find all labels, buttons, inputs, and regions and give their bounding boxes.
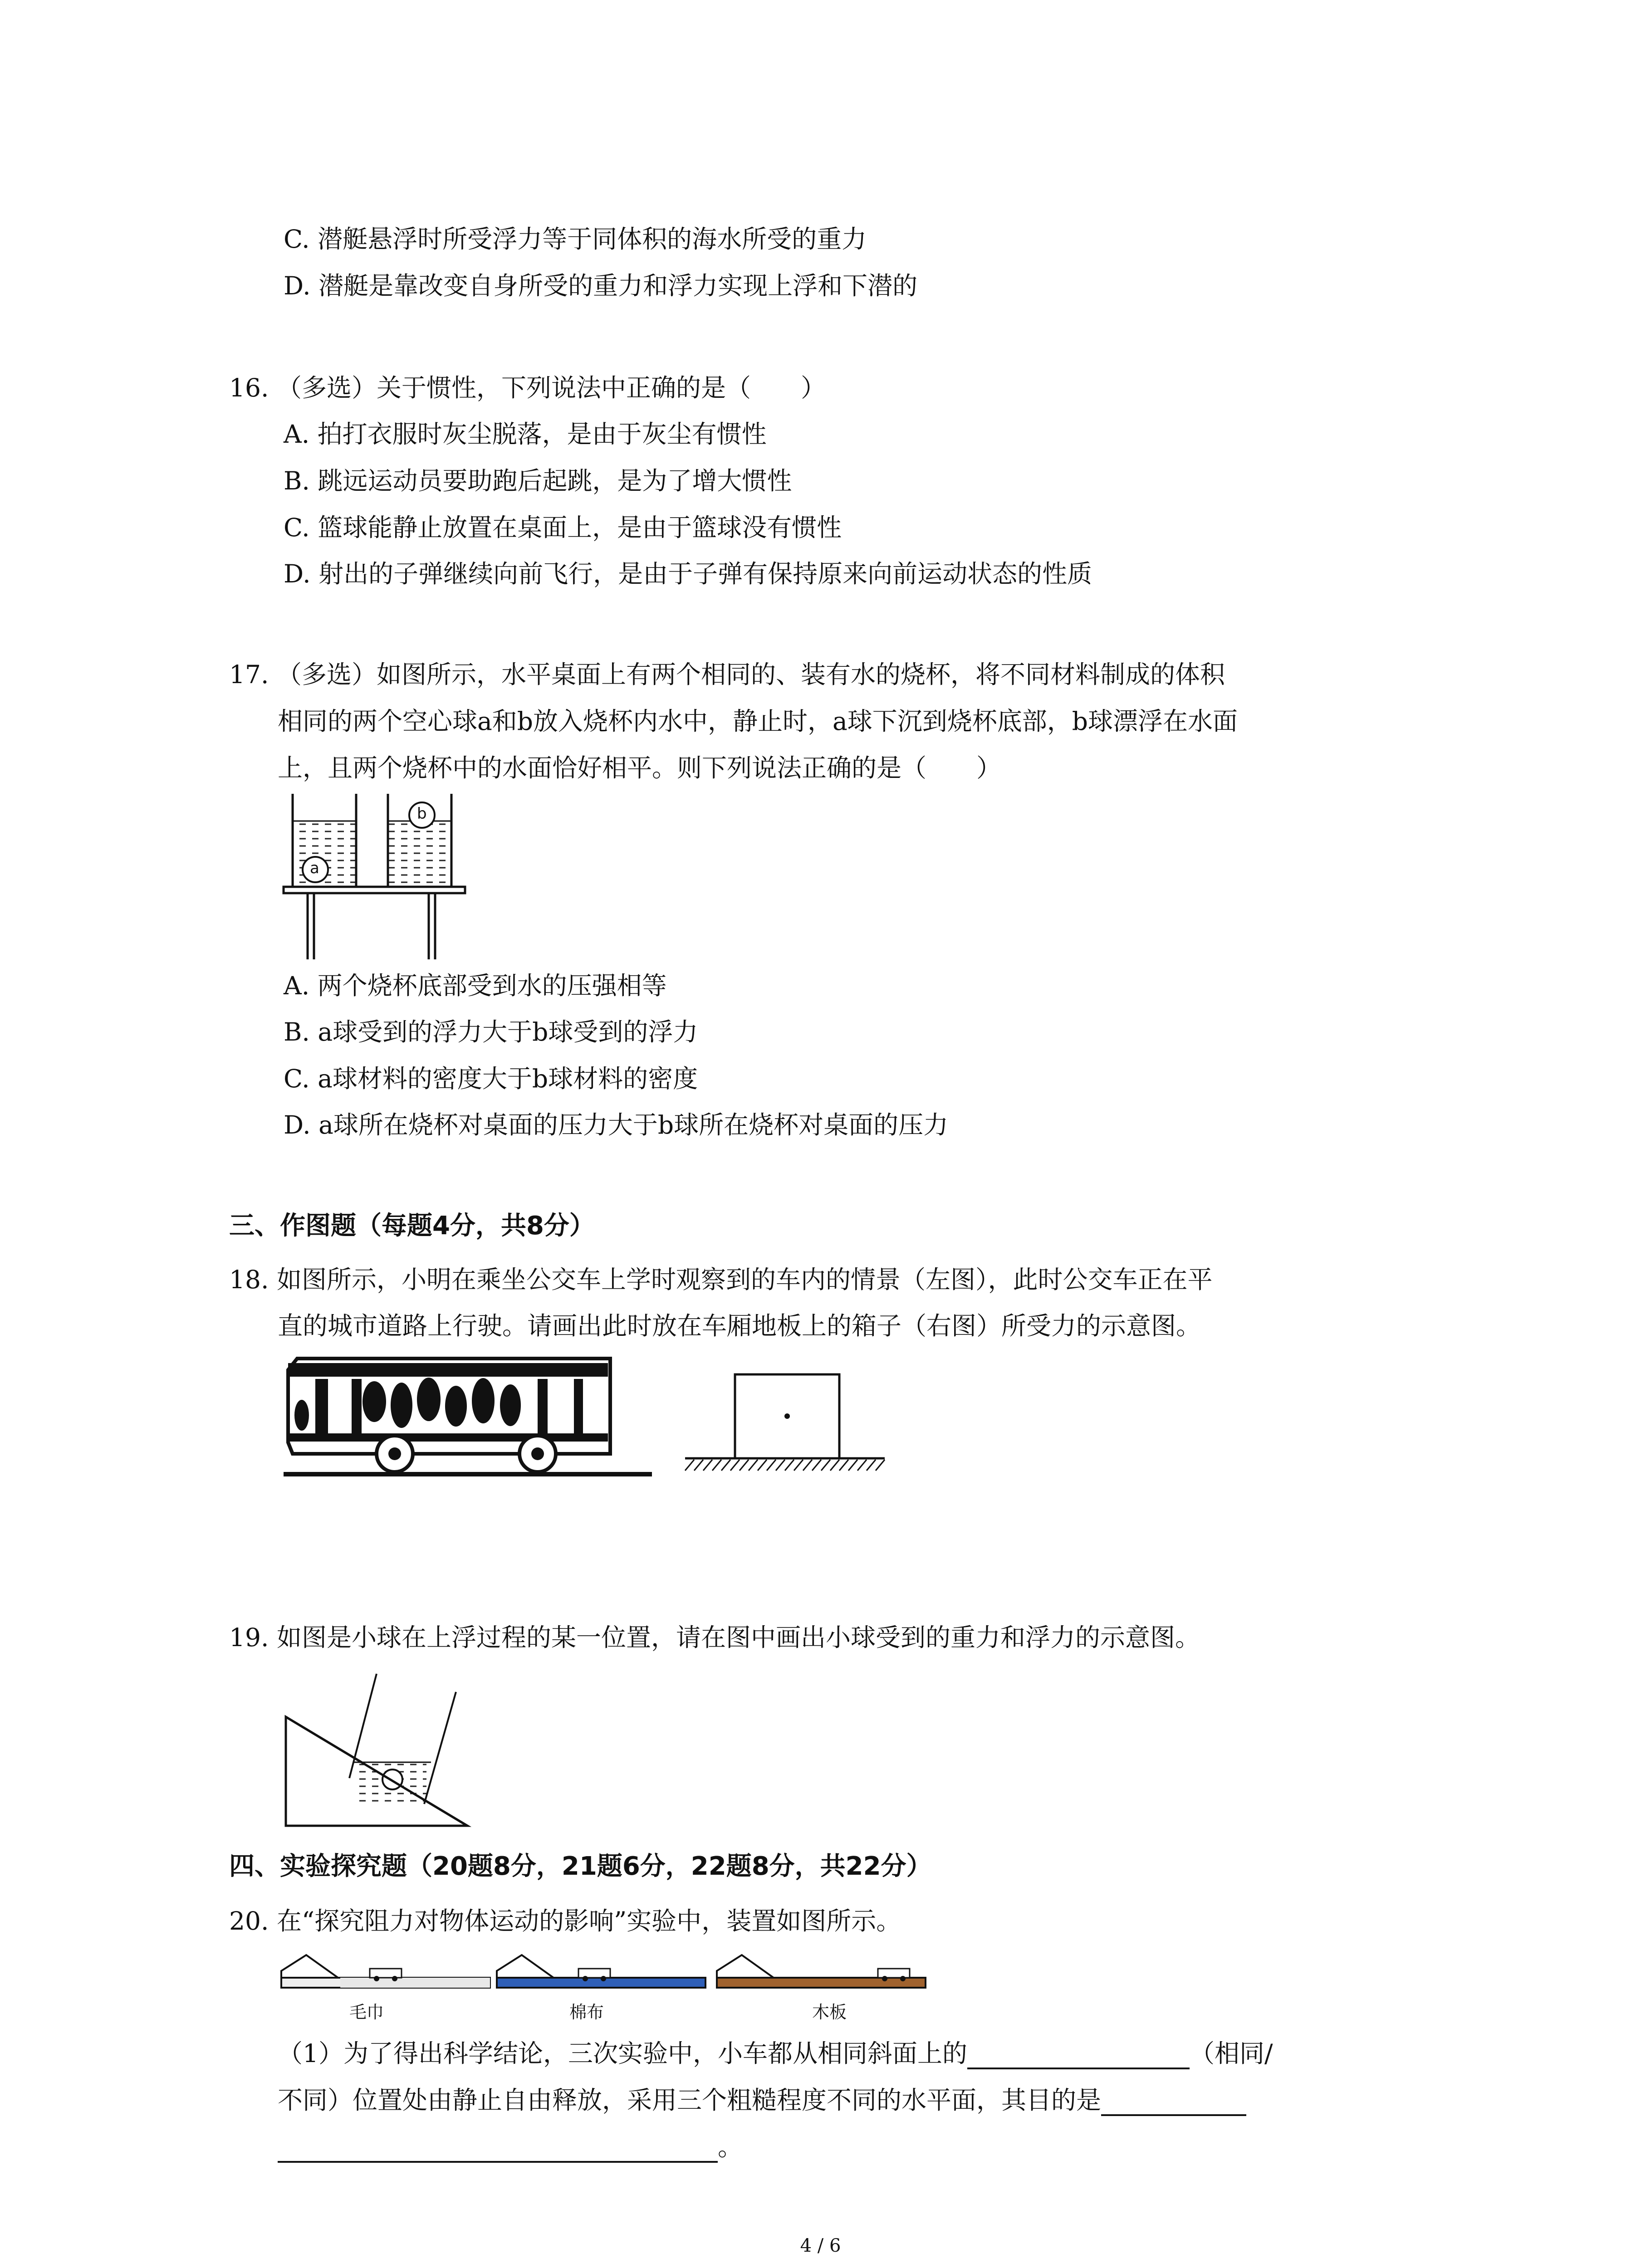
- section-4-heading: 四、实验探究题（20题8分，21题6分，22题8分，共22分）: [229, 1852, 932, 1881]
- q20-part1-text-c: 不同）位置处由静止自由释放，采用三个粗糙程度不同的水平面，其目的是: [278, 2086, 1102, 2115]
- q20-part1-text-d: 。: [718, 2132, 743, 2161]
- ball-b-label: b: [417, 805, 427, 823]
- q15-option-c: C. 潜艇悬浮时所受浮力等于同体积的海水所受的重力: [284, 225, 867, 254]
- q16-stem: 16. （多选）关于惯性，下列说法中正确的是（ ）: [229, 373, 826, 402]
- q20-part1-line1: [278, 2038, 1273, 2069]
- q16-option-b: B. 跳远运动员要助跑后起跳，是为了增大惯性: [284, 466, 792, 495]
- q20-part1-line2: [278, 2084, 1246, 2116]
- section-3-heading: 三、作图题（每题4分，共8分）: [229, 1211, 595, 1241]
- q17-option-d: D. a球所在烧杯对桌面的压力大于b球所在烧杯对桌面的压力: [284, 1110, 949, 1139]
- ball-a-label: a: [310, 859, 319, 877]
- bus-figure: [284, 1352, 656, 1479]
- q20-stem: 20. 在“探究阻力对物体运动的影响”实验中，装置如图所示。: [229, 1906, 901, 1936]
- q19-stem: 19. 如图是小球在上浮过程的某一位置，请在图中画出小球受到的重力和浮力的示意图。: [229, 1623, 1200, 1652]
- q17-stem-line1: 17. （多选）如图所示，水平桌面上有两个相同的、装有水的烧杯，将不同材料制成的体积: [229, 660, 1225, 689]
- ball-in-tilted-container-figure: [281, 1674, 481, 1833]
- beakers-figure: [272, 792, 481, 964]
- page-number: 4 / 6: [800, 2235, 841, 2256]
- q18-stem-line1: 18. 如图所示，小明在乘坐公交车上学时观察到的车内的情景（左图），此时公交车正在平: [229, 1265, 1213, 1294]
- q16-option-a: A. 拍打衣服时灰尘脱落，是由于灰尘有惯性: [284, 420, 767, 449]
- q20-part1-text-b: （相同/: [1190, 2039, 1273, 2068]
- q20-blank-1[interactable]: [967, 2044, 1190, 2069]
- q20-part1-line3: [278, 2131, 743, 2163]
- q16-option-d: D. 射出的子弹继续向前飞行，是由于子弹有保持原来向前运动状态的性质: [284, 559, 1092, 588]
- q20-part1-text-a: （1）为了得出科学结论，三次实验中，小车都从相同斜面上的: [278, 2039, 967, 2068]
- q18-stem-line2: 直的城市道路上行驶。请画出此时放在车厢地板上的箱子（右图）所受力的示意图。: [278, 1311, 1201, 1340]
- label-wood: 木板: [812, 2002, 847, 2022]
- label-towel: 毛巾: [349, 2002, 384, 2022]
- q16-option-c: C. 篮球能静止放置在桌面上，是由于篮球没有惯性: [284, 513, 842, 542]
- q17-option-a: A. 两个烧杯底部受到水的压强相等: [284, 971, 667, 1000]
- q17-stem-line2: 相同的两个空心球a和b放入烧杯内水中，静止时，a球下沉到烧杯底部，b球漂浮在水面: [278, 707, 1238, 736]
- q17-option-c: C. a球材料的密度大于b球材料的密度: [284, 1064, 698, 1093]
- label-cotton: 棉布: [569, 2002, 604, 2022]
- q17-option-b: B. a球受到的浮力大于b球受到的浮力: [284, 1017, 698, 1046]
- q20-blank-2a[interactable]: [1101, 2091, 1246, 2116]
- box-on-floor-figure: [681, 1370, 889, 1479]
- q20-blank-2b[interactable]: [278, 2137, 718, 2163]
- q17-stem-line3: 上，且两个烧杯中的水面恰好相平。则下列说法正确的是（ ）: [278, 753, 1002, 782]
- q15-option-d: D. 潜艇是靠改变自身所受的重力和浮力实现上浮和下潜的: [284, 271, 918, 300]
